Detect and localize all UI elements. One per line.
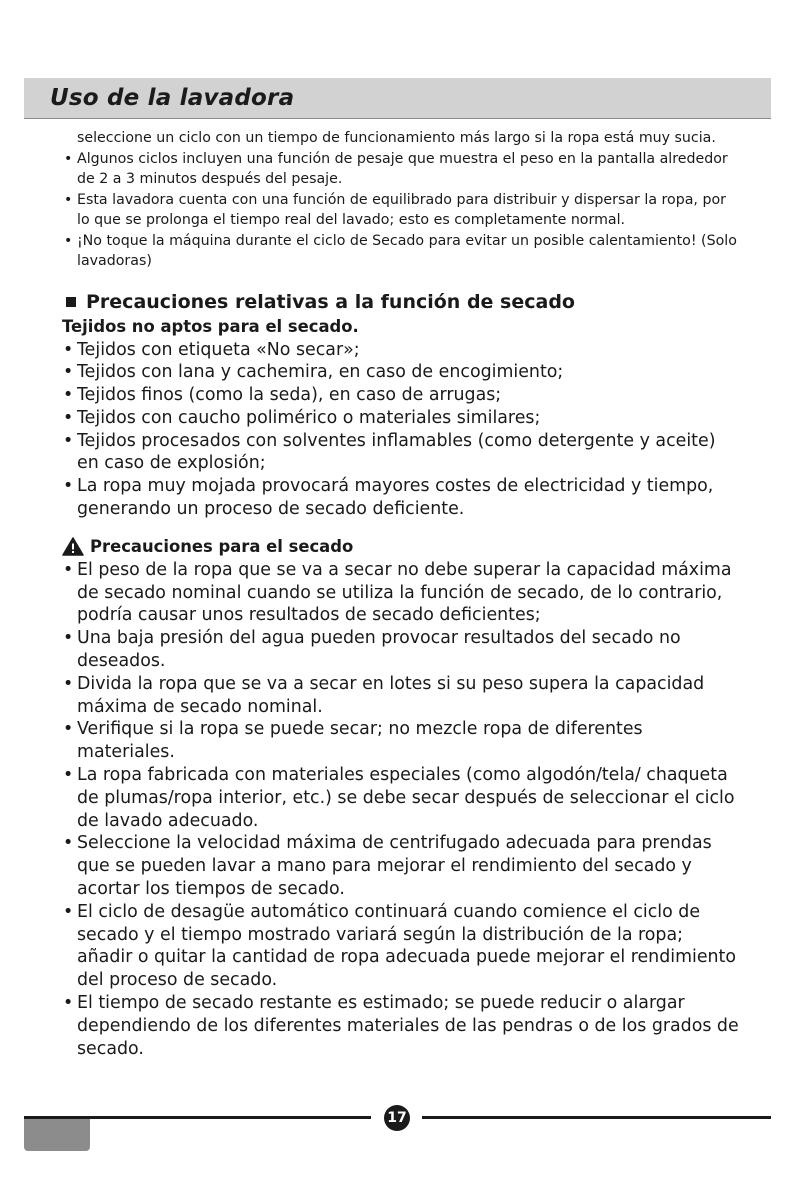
footer-tab [24,1119,90,1151]
footer-divider-right [422,1116,771,1119]
square-bullet-icon [66,297,76,307]
list-item: • La ropa fabricada con materiales especiales (como algodón/tela/ chaqueta de plumas/ropa interior, etc.) se debe secar después de seleccionar el ciclo de lavado adecuado. [62,764,742,832]
unsuitable-fabrics-subtitle: Tejidos no aptos para el secado. [62,316,359,336]
page-title: Uso de la lavadora [50,85,295,111]
section-header-bar [24,78,771,119]
list-item: • Tejidos con caucho polimérico o materiales similares; [62,407,742,430]
list-item: seleccione un ciclo con un tiempo de funcionamiento más largo si la ropa está muy sucia. [77,130,716,146]
page-content [62,128,742,1060]
intro-list [62,128,742,272]
list-item: • Seleccione la velocidad máxima de centrifugado adecuada para prendas que se pueden lavar a mano para mejorar el rendimiento del secado y acortar los tiempos de secado. [62,832,742,900]
drying-precautions-title: Precauciones relativas a la función de secado [86,290,575,313]
list-item: • Esta lavadora cuenta con una función de equilibrado para distribuir y dispersar la ropa, por lo que se prolonga el tiempo real del lavado; esto es completamente normal. [62,190,742,231]
drying-warnings-heading [62,535,742,559]
list-item: • Tejidos con etiqueta «No secar»; [62,339,742,362]
list-item: • Verifique si la ropa se puede secar; no mezcle ropa de diferentes materiales. [62,718,742,764]
page-number-badge: 17 [384,1105,410,1131]
list-item: • El ciclo de desagüe automático continuará cuando comience el ciclo de secado y el tiempo mostrado variará según la distribución de la ropa; añadir o quitar la cantidad de ropa adecuada puede mejorar el rendimiento del proceso de secado. [62,901,742,992]
list-item: • El tiempo de secado restante es estimado; se puede reducir o alargar dependiendo de los diferentes materiales de las pendras o de los grados de secado. [62,992,742,1060]
list-item: • Tejidos procesados con solventes inflamables (como detergente y aceite) en caso de explosión; [62,430,742,476]
unsuitable-fabrics-list [62,339,742,521]
drying-precautions-heading [62,289,742,315]
list-item: • Algunos ciclos incluyen una función de pesaje que muestra el peso en la pantalla alrededor de 2 a 3 minutos después del pesaje. [62,149,742,190]
drying-warnings-title: Precauciones para el secado [90,536,354,556]
list-item: • Tejidos finos (como la seda), en caso de arrugas; [62,384,742,407]
drying-warnings-list [62,559,742,1061]
list-item: • La ropa muy mojada provocará mayores costes de electricidad y tiempo, generando un proceso de secado deficiente. [62,475,742,521]
list-item: • Divida la ropa que se va a secar en lotes si su peso supera la capacidad máxima de secado nominal. [62,673,742,719]
list-item: • Una baja presión del agua pueden provocar resultados del secado no deseados. [62,627,742,673]
list-item: • El peso de la ropa que se va a secar no debe superar la capacidad máxima de secado nominal cuando se utiliza la función de secado, de lo contrario, podría causar unos resultados de secado deficientes; [62,559,742,627]
list-item: • Tejidos con lana y cachemira, en caso de encogimiento; [62,361,742,384]
warning-icon [62,537,84,556]
list-item: • ¡No toque la máquina durante el ciclo de Secado para evitar un posible calentamiento! (Solo lavadoras) [62,231,742,272]
